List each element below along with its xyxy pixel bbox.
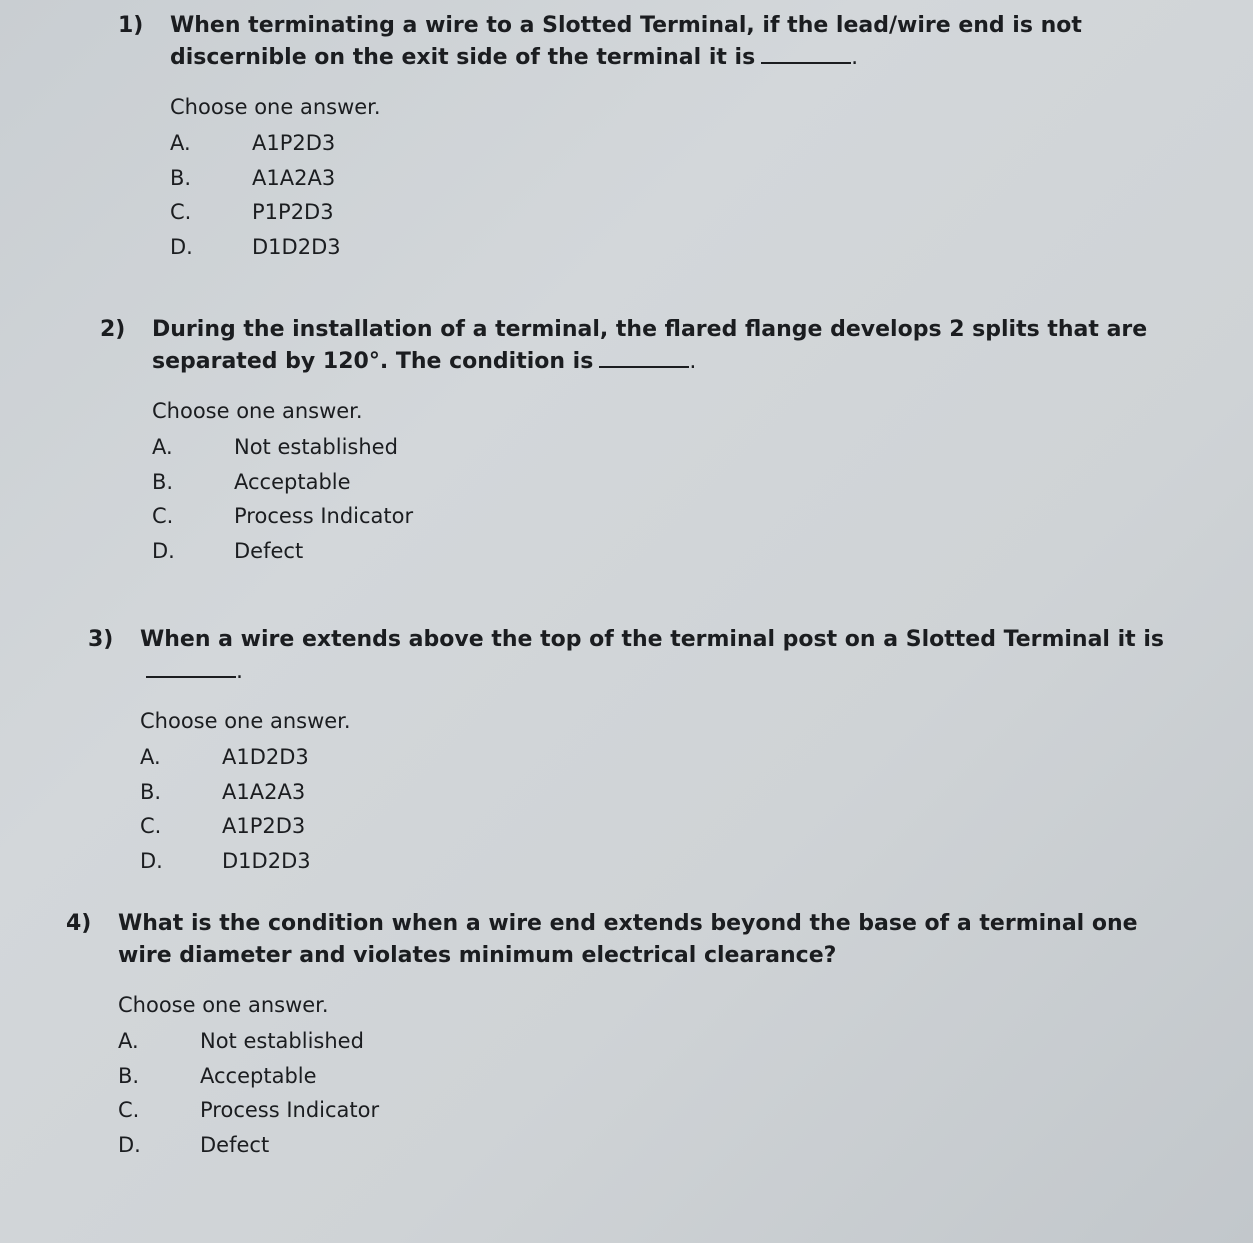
question-stem	[66, 908, 1176, 972]
answer-blank	[599, 346, 689, 368]
answer-blank	[761, 42, 851, 64]
question-text: When a wire extends above the top of the terminal post on a Slotted Terminal it is	[140, 627, 1164, 652]
question-stem: 3) When a wire extends above the top of the terminal post on a Slotted Terminal it is.	[88, 624, 1198, 688]
option-text: P1P2D3	[252, 200, 334, 224]
option-text: Acceptable	[200, 1063, 317, 1088]
option-letter: D.	[152, 538, 175, 563]
answer-option-b[interactable]	[118, 1059, 1176, 1094]
answer-blank	[146, 656, 236, 678]
option-letter: B.	[118, 1063, 140, 1088]
option-letter: D.	[140, 848, 163, 873]
answer-option-b[interactable]	[140, 775, 1198, 810]
question-2	[100, 314, 1200, 568]
answer-option-b[interactable]	[152, 465, 1200, 500]
answer-option-a[interactable]	[152, 430, 1200, 465]
option-letter: A.	[170, 131, 191, 155]
option-text: D1D2D3	[222, 848, 311, 873]
question-text: What is the condition when a wire end extends beyond the base of a terminal one wire diameter and violates minimum electrical clearance?	[118, 911, 1138, 968]
question-text: When terminating a wire to a Slotted Terminal, if the lead/wire end is not discernible on the exit side of the terminal it is	[170, 13, 1082, 70]
question-4	[66, 908, 1176, 1162]
option-text: Defect	[200, 1132, 270, 1157]
option-letter: A.	[118, 1029, 139, 1053]
option-letter: B.	[170, 165, 192, 190]
option-text: Not established	[200, 1029, 364, 1053]
question-number: 3)	[88, 627, 114, 652]
option-letter: A.	[152, 435, 173, 459]
option-letter: C.	[118, 1098, 140, 1122]
question-3	[88, 624, 1198, 878]
answer-option-c[interactable]	[118, 1093, 1176, 1128]
option-text: Process Indicator	[234, 504, 414, 528]
choose-prompt: Choose one answer.	[170, 95, 381, 119]
answer-option-d[interactable]	[152, 534, 1200, 569]
answer-option-a[interactable]	[140, 740, 1198, 775]
option-letter: C.	[140, 814, 162, 838]
question-stem: 2) During the installation of a terminal, the flared flange develops 2 splits that are separated by 120°. The condition is .	[100, 314, 1200, 378]
answer-option-a[interactable]	[118, 1024, 1176, 1059]
option-letter: B.	[152, 469, 174, 494]
choose-prompt: Choose one answer.	[118, 993, 329, 1017]
option-letter: C.	[170, 200, 192, 224]
option-letter: A.	[140, 745, 161, 769]
answer-option-d[interactable]	[140, 844, 1198, 879]
choose-prompt: Choose one answer.	[140, 709, 351, 733]
answer-option-b[interactable]	[170, 161, 1208, 196]
option-letter: D.	[118, 1132, 141, 1157]
question-number: 1)	[118, 13, 144, 38]
answer-options	[152, 430, 1200, 568]
option-text: A1A2A3	[252, 165, 336, 190]
question-number: 4)	[66, 911, 92, 936]
answer-option-c[interactable]	[140, 809, 1198, 844]
question-text: During the installation of a terminal, the flared flange develops 2 splits that are separated by 120°. The condition is	[152, 317, 1148, 374]
answer-options	[170, 126, 1208, 264]
option-text: Defect	[234, 538, 304, 563]
answer-option-d[interactable]	[118, 1128, 1176, 1163]
option-text: Acceptable	[234, 469, 351, 494]
question-stem: 1) When terminating a wire to a Slotted Terminal, if the lead/wire end is not discernible on the exit side of the terminal it is .	[118, 10, 1208, 74]
option-letter: B.	[140, 779, 162, 804]
option-text: A1D2D3	[222, 745, 309, 769]
option-text: D1D2D3	[252, 234, 341, 259]
answer-options	[118, 1024, 1176, 1162]
answer-options	[140, 740, 1198, 878]
option-text: A1A2A3	[222, 779, 306, 804]
option-text: A1P2D3	[252, 131, 336, 155]
choose-prompt: Choose one answer.	[152, 399, 363, 423]
answer-option-d[interactable]	[170, 230, 1208, 265]
answer-option-c[interactable]	[170, 195, 1208, 230]
option-letter: D.	[170, 234, 193, 259]
answer-option-c[interactable]	[152, 499, 1200, 534]
answer-option-a[interactable]	[170, 126, 1208, 161]
option-letter: C.	[152, 504, 174, 528]
option-text: Process Indicator	[200, 1098, 380, 1122]
option-text: Not established	[234, 435, 398, 459]
question-number: 2)	[100, 317, 126, 342]
question-1	[118, 10, 1208, 264]
option-text: A1P2D3	[222, 814, 306, 838]
